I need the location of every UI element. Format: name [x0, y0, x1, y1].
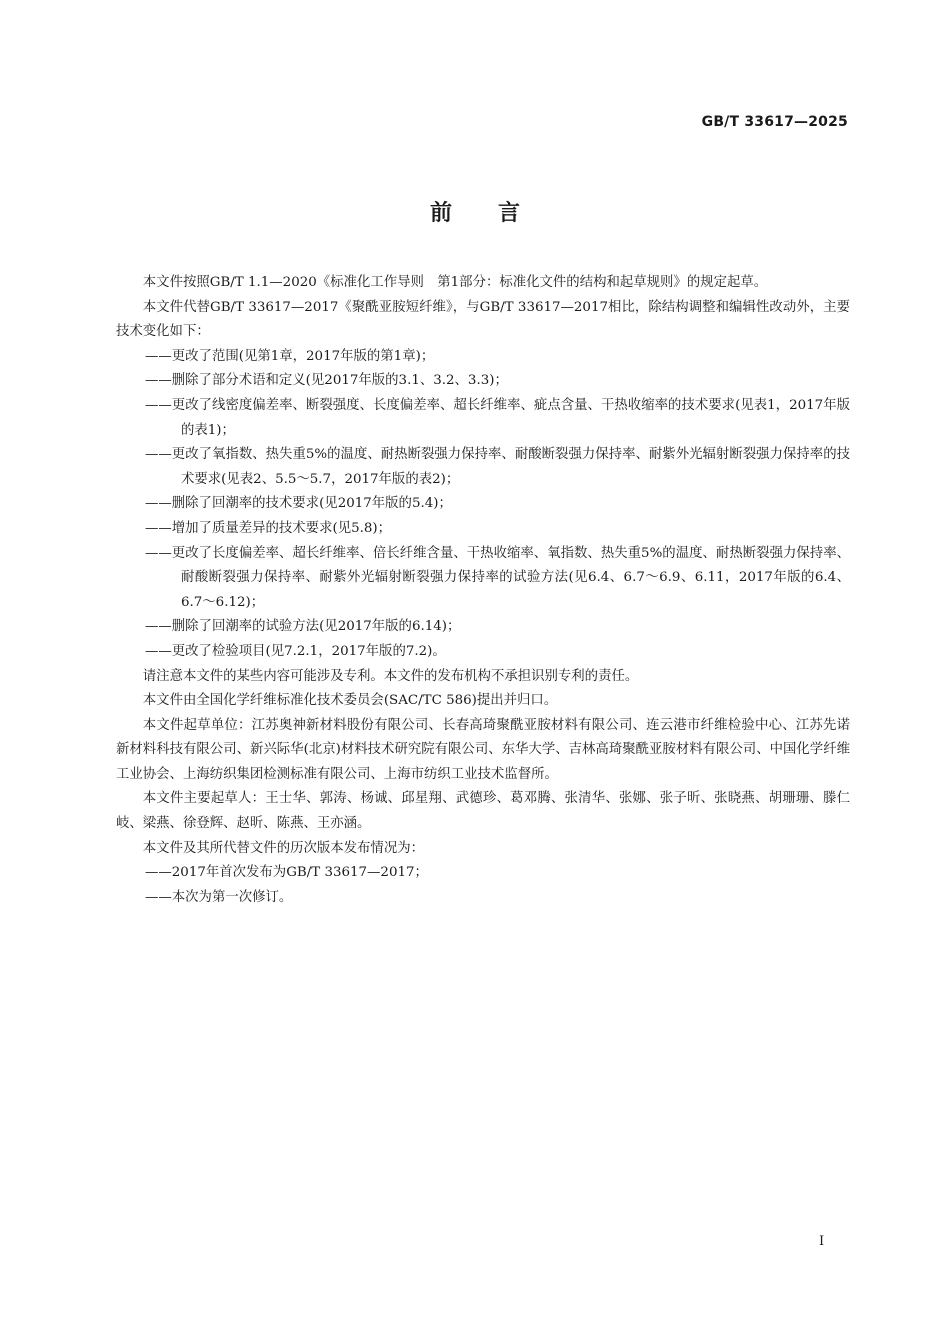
- change-item: ——删除了部分术语和定义(见2017年版的3.1、3.2、3.3)；: [145, 373, 508, 389]
- change-item: ——删除了回潮率的技术要求(见2017年版的5.4)；: [145, 496, 452, 512]
- change-item: ——增加了质量差异的技术要求(见5.8)；: [145, 520, 391, 536]
- change-item: ——更改了长度偏差率、超长纤维率、倍长纤维含量、干热收缩率、氧指数、热失重5%的温度、耐热断裂强力保持率、耐酸断裂强力保持率、耐紫外光辐射断裂强力保持率的试验方法(见6.4、6.7～6.9、6.11，2017年版的6.4、6.7～6.12)；: [145, 545, 850, 610]
- paragraph: 本文件由全国化学纤维标准化技术委员会(SAC/TC 586)提出并归口。: [142, 693, 558, 709]
- change-item: ——更改了线密度偏差率、断裂强度、长度偏差率、超长纤维率、疵点含量、干热收缩率的技术要求(见表1，2017年版的表1)；: [145, 397, 850, 438]
- standard-number: GB/T 33617—2025: [701, 114, 848, 130]
- paragraph: 本文件及其所代替文件的历次版本发布情况为：: [142, 840, 424, 856]
- paragraph: 本文件主要起草人：王士华、郭涛、杨诚、邱星翔、武德珍、葛邓腾、张清华、张娜、张子昕、张晓燕、胡珊珊、滕仁岐、梁燕、徐登辉、赵昕、陈燕、王亦涵。: [116, 791, 850, 832]
- change-item: ——更改了氧指数、热失重5%的温度、耐热断裂强力保持率、耐酸断裂强力保持率、耐紫外光辐射断裂强力保持率的技术要求(见表2、5.5～5.7，2017年版的表2)；: [145, 447, 850, 487]
- page-number: I: [819, 1234, 825, 1249]
- foreword-body: [116, 271, 850, 910]
- change-item: ——更改了检验项目(见7.2.1，2017年版的7.2)。: [145, 643, 446, 659]
- paragraph: 本文件代替GB/T 33617—2017《聚酰亚胺短纤维》，与GB/T 33617—2017相比，除结构调整和编辑性改动外，主要技术变化如下：: [116, 299, 850, 340]
- paragraph: 本文件按照GB/T 1.1—2020《标准化工作导则 第1部分：标准化文件的结构和起草规则》的规定起草。: [142, 275, 768, 290]
- change-item: ——更改了范围(见第1章，2017年版的第1章)；: [145, 348, 435, 364]
- history-item: ——本次为第一次修订。: [145, 889, 293, 905]
- change-item: ——删除了回潮率的试验方法(见2017年版的6.14)；: [145, 619, 461, 635]
- history-item: ——2017年首次发布为GB/T 33617—2017；: [145, 865, 428, 881]
- paragraph: 请注意本文件的某些内容可能涉及专利。本文件的发布机构不承担识别专利的责任。: [142, 668, 639, 684]
- page-title: 前言: [429, 201, 566, 226]
- paragraph: 本文件起草单位：江苏奥神新材料股份有限公司、长春高琦聚酰亚胺材料有限公司、连云港市纤维检验中心、江苏先诺新材料科技有限公司、新兴际华(北京)材料技术研究院有限公司、东华大学、吉林高琦聚酰亚胺材料有限公司、中国化学纤维工业协会、上海纺织集团检测标准有限公司、上海市纺织工业技术监督所。: [116, 717, 850, 782]
